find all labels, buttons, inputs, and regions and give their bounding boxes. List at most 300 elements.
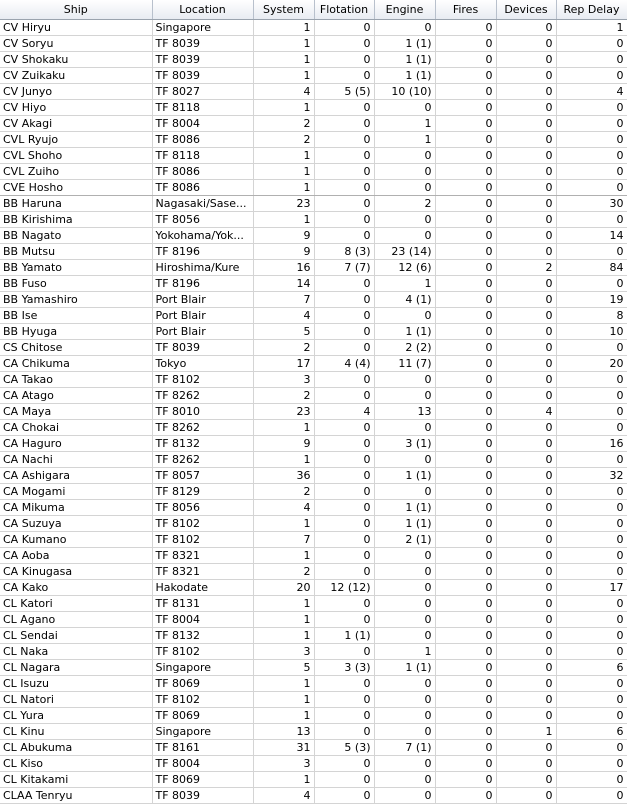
- table-row[interactable]: [0, 724, 627, 740]
- cell-fires[interactable]: 0: [435, 372, 496, 388]
- table-row[interactable]: [0, 212, 627, 228]
- cell-devices[interactable]: 0: [496, 228, 556, 244]
- cell-rep-delay[interactable]: 84: [556, 260, 627, 276]
- column-header-engine[interactable]: Engine: [374, 0, 435, 20]
- cell-devices[interactable]: 0: [496, 484, 556, 500]
- cell-fires[interactable]: 0: [435, 484, 496, 500]
- table-row[interactable]: [0, 308, 627, 324]
- cell-fires[interactable]: 0: [435, 324, 496, 340]
- cell-fires[interactable]: 0: [435, 692, 496, 708]
- cell-flotation[interactable]: 1 (1): [314, 628, 374, 644]
- cell-system[interactable]: 1: [253, 20, 314, 36]
- cell-flotation[interactable]: 7 (7): [314, 260, 374, 276]
- cell-devices[interactable]: 4: [496, 404, 556, 420]
- table-row[interactable]: [0, 68, 627, 84]
- cell-engine[interactable]: 0: [374, 708, 435, 724]
- cell-ship[interactable]: CL Abukuma: [0, 740, 152, 756]
- cell-devices[interactable]: 0: [496, 660, 556, 676]
- cell-fires[interactable]: 0: [435, 180, 496, 196]
- cell-system[interactable]: 2: [253, 388, 314, 404]
- cell-devices[interactable]: 0: [496, 500, 556, 516]
- cell-flotation[interactable]: 0: [314, 372, 374, 388]
- cell-fires[interactable]: 0: [435, 68, 496, 84]
- cell-fires[interactable]: 0: [435, 596, 496, 612]
- cell-flotation[interactable]: 0: [314, 308, 374, 324]
- cell-flotation[interactable]: 0: [314, 180, 374, 196]
- cell-ship[interactable]: CL Natori: [0, 692, 152, 708]
- cell-fires[interactable]: 0: [435, 452, 496, 468]
- cell-system[interactable]: 2: [253, 132, 314, 148]
- cell-location[interactable]: TF 8086: [152, 164, 253, 180]
- cell-location[interactable]: TF 8086: [152, 132, 253, 148]
- table-row[interactable]: [0, 372, 627, 388]
- cell-devices[interactable]: 0: [496, 580, 556, 596]
- cell-flotation[interactable]: 0: [314, 708, 374, 724]
- cell-devices[interactable]: 0: [496, 308, 556, 324]
- table-row[interactable]: [0, 84, 627, 100]
- cell-flotation[interactable]: 0: [314, 724, 374, 740]
- cell-rep-delay[interactable]: 17: [556, 580, 627, 596]
- cell-engine[interactable]: 0: [374, 628, 435, 644]
- cell-devices[interactable]: 0: [496, 36, 556, 52]
- cell-engine[interactable]: 1: [374, 276, 435, 292]
- cell-ship[interactable]: CL Isuzu: [0, 676, 152, 692]
- cell-system[interactable]: 2: [253, 484, 314, 500]
- table-row[interactable]: [0, 180, 627, 196]
- cell-flotation[interactable]: 3 (3): [314, 660, 374, 676]
- table-row[interactable]: [0, 436, 627, 452]
- cell-devices[interactable]: 0: [496, 388, 556, 404]
- table-row[interactable]: [0, 228, 627, 244]
- cell-location[interactable]: Singapore: [152, 20, 253, 36]
- cell-fires[interactable]: 0: [435, 164, 496, 180]
- cell-engine[interactable]: 1: [374, 132, 435, 148]
- cell-engine[interactable]: 0: [374, 612, 435, 628]
- cell-rep-delay[interactable]: 0: [556, 532, 627, 548]
- table-row[interactable]: [0, 548, 627, 564]
- table-row[interactable]: [0, 772, 627, 788]
- cell-location[interactable]: TF 8057: [152, 468, 253, 484]
- cell-devices[interactable]: 0: [496, 180, 556, 196]
- cell-location[interactable]: TF 8039: [152, 788, 253, 804]
- cell-engine[interactable]: 0: [374, 388, 435, 404]
- cell-rep-delay[interactable]: 4: [556, 84, 627, 100]
- cell-fires[interactable]: 0: [435, 500, 496, 516]
- cell-rep-delay[interactable]: 0: [556, 564, 627, 580]
- cell-rep-delay[interactable]: 0: [556, 148, 627, 164]
- cell-ship[interactable]: CL Kiso: [0, 756, 152, 772]
- cell-ship[interactable]: CVL Shoho: [0, 148, 152, 164]
- table-row[interactable]: [0, 708, 627, 724]
- cell-system[interactable]: 1: [253, 100, 314, 116]
- cell-devices[interactable]: 0: [496, 596, 556, 612]
- cell-flotation[interactable]: 0: [314, 148, 374, 164]
- cell-devices[interactable]: 0: [496, 436, 556, 452]
- cell-flotation[interactable]: 0: [314, 228, 374, 244]
- cell-ship[interactable]: BB Fuso: [0, 276, 152, 292]
- cell-system[interactable]: 3: [253, 372, 314, 388]
- cell-engine[interactable]: 1 (1): [374, 68, 435, 84]
- cell-rep-delay[interactable]: 0: [556, 516, 627, 532]
- cell-fires[interactable]: 0: [435, 84, 496, 100]
- table-row[interactable]: [0, 196, 627, 212]
- cell-system[interactable]: 9: [253, 436, 314, 452]
- cell-fires[interactable]: 0: [435, 756, 496, 772]
- cell-engine[interactable]: 2: [374, 196, 435, 212]
- cell-rep-delay[interactable]: 0: [556, 116, 627, 132]
- cell-engine[interactable]: 2 (2): [374, 340, 435, 356]
- cell-system[interactable]: 1: [253, 676, 314, 692]
- table-row[interactable]: [0, 564, 627, 580]
- cell-fires[interactable]: 0: [435, 244, 496, 260]
- cell-ship[interactable]: CL Sendai: [0, 628, 152, 644]
- cell-flotation[interactable]: 0: [314, 532, 374, 548]
- cell-devices[interactable]: 0: [496, 628, 556, 644]
- cell-fires[interactable]: 0: [435, 228, 496, 244]
- cell-ship[interactable]: CA Aoba: [0, 548, 152, 564]
- cell-fires[interactable]: 0: [435, 276, 496, 292]
- cell-fires[interactable]: 0: [435, 340, 496, 356]
- cell-flotation[interactable]: 0: [314, 484, 374, 500]
- column-header-devices[interactable]: Devices: [496, 0, 556, 20]
- cell-rep-delay[interactable]: 0: [556, 676, 627, 692]
- table-row[interactable]: [0, 52, 627, 68]
- cell-ship[interactable]: CA Takao: [0, 372, 152, 388]
- cell-rep-delay[interactable]: 30: [556, 196, 627, 212]
- cell-engine[interactable]: 0: [374, 724, 435, 740]
- cell-system[interactable]: 1: [253, 164, 314, 180]
- cell-engine[interactable]: 0: [374, 580, 435, 596]
- cell-location[interactable]: TF 8132: [152, 628, 253, 644]
- cell-rep-delay[interactable]: 0: [556, 52, 627, 68]
- table-row[interactable]: [0, 260, 627, 276]
- cell-flotation[interactable]: 0: [314, 68, 374, 84]
- cell-fires[interactable]: 0: [435, 468, 496, 484]
- cell-engine[interactable]: 0: [374, 164, 435, 180]
- cell-devices[interactable]: 0: [496, 612, 556, 628]
- cell-engine[interactable]: 0: [374, 420, 435, 436]
- cell-ship[interactable]: CL Nagara: [0, 660, 152, 676]
- cell-system[interactable]: 4: [253, 84, 314, 100]
- cell-ship[interactable]: CL Katori: [0, 596, 152, 612]
- cell-flotation[interactable]: 0: [314, 692, 374, 708]
- cell-flotation[interactable]: 0: [314, 676, 374, 692]
- cell-system[interactable]: 1: [253, 452, 314, 468]
- cell-ship[interactable]: CA Chokai: [0, 420, 152, 436]
- cell-system[interactable]: 1: [253, 708, 314, 724]
- cell-system[interactable]: 1: [253, 420, 314, 436]
- cell-devices[interactable]: 0: [496, 356, 556, 372]
- cell-engine[interactable]: 0: [374, 692, 435, 708]
- table-row[interactable]: [0, 276, 627, 292]
- cell-location[interactable]: TF 8161: [152, 740, 253, 756]
- cell-rep-delay[interactable]: 0: [556, 372, 627, 388]
- table-row[interactable]: [0, 740, 627, 756]
- cell-flotation[interactable]: 0: [314, 100, 374, 116]
- cell-fires[interactable]: 0: [435, 644, 496, 660]
- table-row[interactable]: [0, 612, 627, 628]
- cell-system[interactable]: 1: [253, 772, 314, 788]
- table-row[interactable]: [0, 580, 627, 596]
- cell-engine[interactable]: 0: [374, 228, 435, 244]
- cell-system[interactable]: 4: [253, 500, 314, 516]
- cell-engine[interactable]: 1 (1): [374, 324, 435, 340]
- cell-devices[interactable]: 0: [496, 452, 556, 468]
- cell-flotation[interactable]: 4 (4): [314, 356, 374, 372]
- cell-flotation[interactable]: 0: [314, 324, 374, 340]
- cell-rep-delay[interactable]: 0: [556, 452, 627, 468]
- cell-location[interactable]: Singapore: [152, 660, 253, 676]
- cell-devices[interactable]: 0: [496, 52, 556, 68]
- cell-engine[interactable]: 1 (1): [374, 516, 435, 532]
- cell-ship[interactable]: CV Soryu: [0, 36, 152, 52]
- cell-rep-delay[interactable]: 0: [556, 756, 627, 772]
- cell-location[interactable]: Port Blair: [152, 292, 253, 308]
- cell-system[interactable]: 1: [253, 52, 314, 68]
- cell-ship[interactable]: BB Ise: [0, 308, 152, 324]
- cell-devices[interactable]: 0: [496, 164, 556, 180]
- cell-system[interactable]: 9: [253, 244, 314, 260]
- cell-location[interactable]: TF 8039: [152, 36, 253, 52]
- cell-system[interactable]: 1: [253, 612, 314, 628]
- cell-engine[interactable]: 7 (1): [374, 740, 435, 756]
- cell-fires[interactable]: 0: [435, 740, 496, 756]
- cell-system[interactable]: 4: [253, 788, 314, 804]
- cell-location[interactable]: TF 8132: [152, 436, 253, 452]
- cell-ship[interactable]: CA Nachi: [0, 452, 152, 468]
- cell-system[interactable]: 4: [253, 308, 314, 324]
- cell-ship[interactable]: CVL Ryujo: [0, 132, 152, 148]
- table-row[interactable]: [0, 516, 627, 532]
- cell-ship[interactable]: CL Agano: [0, 612, 152, 628]
- cell-system[interactable]: 7: [253, 532, 314, 548]
- column-header-flotation[interactable]: Flotation: [314, 0, 374, 20]
- cell-location[interactable]: TF 8102: [152, 644, 253, 660]
- cell-engine[interactable]: 13: [374, 404, 435, 420]
- cell-engine[interactable]: 0: [374, 596, 435, 612]
- cell-system[interactable]: 2: [253, 340, 314, 356]
- cell-flotation[interactable]: 0: [314, 276, 374, 292]
- cell-engine[interactable]: 0: [374, 484, 435, 500]
- cell-engine[interactable]: 1: [374, 116, 435, 132]
- table-row[interactable]: [0, 660, 627, 676]
- cell-location[interactable]: TF 8086: [152, 180, 253, 196]
- cell-location[interactable]: TF 8262: [152, 388, 253, 404]
- cell-system[interactable]: 5: [253, 324, 314, 340]
- table-row[interactable]: [0, 756, 627, 772]
- cell-ship[interactable]: CS Chitose: [0, 340, 152, 356]
- cell-rep-delay[interactable]: 0: [556, 548, 627, 564]
- cell-system[interactable]: 1: [253, 628, 314, 644]
- table-row[interactable]: [0, 340, 627, 356]
- cell-rep-delay[interactable]: 0: [556, 596, 627, 612]
- cell-flotation[interactable]: 0: [314, 212, 374, 228]
- cell-system[interactable]: 31: [253, 740, 314, 756]
- cell-flotation[interactable]: 0: [314, 132, 374, 148]
- cell-flotation[interactable]: 0: [314, 468, 374, 484]
- cell-devices[interactable]: 0: [496, 772, 556, 788]
- table-row[interactable]: [0, 644, 627, 660]
- cell-engine[interactable]: 0: [374, 372, 435, 388]
- cell-rep-delay[interactable]: 0: [556, 500, 627, 516]
- cell-rep-delay[interactable]: 0: [556, 708, 627, 724]
- cell-flotation[interactable]: 0: [314, 596, 374, 612]
- cell-location[interactable]: TF 8131: [152, 596, 253, 612]
- cell-rep-delay[interactable]: 0: [556, 772, 627, 788]
- cell-fires[interactable]: 0: [435, 564, 496, 580]
- cell-location[interactable]: TF 8010: [152, 404, 253, 420]
- cell-ship[interactable]: BB Mutsu: [0, 244, 152, 260]
- cell-engine[interactable]: 1 (1): [374, 36, 435, 52]
- cell-fires[interactable]: 0: [435, 196, 496, 212]
- cell-system[interactable]: 36: [253, 468, 314, 484]
- cell-engine[interactable]: 0: [374, 100, 435, 116]
- cell-system[interactable]: 16: [253, 260, 314, 276]
- cell-engine[interactable]: 1 (1): [374, 52, 435, 68]
- cell-location[interactable]: TF 8262: [152, 452, 253, 468]
- cell-flotation[interactable]: 12 (12): [314, 580, 374, 596]
- table-row[interactable]: [0, 788, 627, 804]
- cell-devices[interactable]: 0: [496, 20, 556, 36]
- cell-ship[interactable]: BB Kirishima: [0, 212, 152, 228]
- cell-fires[interactable]: 0: [435, 308, 496, 324]
- cell-flotation[interactable]: 0: [314, 772, 374, 788]
- cell-fires[interactable]: 0: [435, 436, 496, 452]
- cell-ship[interactable]: CVE Hosho: [0, 180, 152, 196]
- cell-engine[interactable]: 3 (1): [374, 436, 435, 452]
- cell-rep-delay[interactable]: 0: [556, 164, 627, 180]
- cell-engine[interactable]: 1: [374, 644, 435, 660]
- cell-fires[interactable]: 0: [435, 356, 496, 372]
- table-row[interactable]: [0, 500, 627, 516]
- cell-fires[interactable]: 0: [435, 772, 496, 788]
- cell-flotation[interactable]: 8 (3): [314, 244, 374, 260]
- cell-flotation[interactable]: 0: [314, 20, 374, 36]
- cell-location[interactable]: TF 8196: [152, 276, 253, 292]
- cell-devices[interactable]: 0: [496, 644, 556, 660]
- cell-engine[interactable]: 23 (14): [374, 244, 435, 260]
- cell-devices[interactable]: 1: [496, 724, 556, 740]
- column-header-rep-delay[interactable]: Rep Delay: [556, 0, 627, 20]
- cell-ship[interactable]: CA Kako: [0, 580, 152, 596]
- cell-location[interactable]: TF 8027: [152, 84, 253, 100]
- cell-location[interactable]: TF 8069: [152, 772, 253, 788]
- cell-ship[interactable]: CA Mogami: [0, 484, 152, 500]
- cell-location[interactable]: TF 8262: [152, 420, 253, 436]
- cell-system[interactable]: 14: [253, 276, 314, 292]
- cell-ship[interactable]: CLAA Tenryu: [0, 788, 152, 804]
- cell-rep-delay[interactable]: 0: [556, 740, 627, 756]
- cell-fires[interactable]: 0: [435, 708, 496, 724]
- cell-ship[interactable]: CV Zuikaku: [0, 68, 152, 84]
- cell-engine[interactable]: 4 (1): [374, 292, 435, 308]
- cell-flotation[interactable]: 5 (5): [314, 84, 374, 100]
- cell-devices[interactable]: 0: [496, 420, 556, 436]
- cell-location[interactable]: TF 8118: [152, 100, 253, 116]
- cell-rep-delay[interactable]: 0: [556, 388, 627, 404]
- cell-flotation[interactable]: 5 (3): [314, 740, 374, 756]
- cell-fires[interactable]: 0: [435, 580, 496, 596]
- cell-location[interactable]: TF 8321: [152, 548, 253, 564]
- cell-location[interactable]: TF 8102: [152, 692, 253, 708]
- cell-location[interactable]: TF 8056: [152, 212, 253, 228]
- cell-system[interactable]: 3: [253, 756, 314, 772]
- cell-devices[interactable]: 0: [496, 148, 556, 164]
- cell-ship[interactable]: CV Akagi: [0, 116, 152, 132]
- cell-location[interactable]: Nagasaki/Sase...: [152, 196, 253, 212]
- cell-fires[interactable]: 0: [435, 292, 496, 308]
- cell-engine[interactable]: 0: [374, 788, 435, 804]
- cell-location[interactable]: TF 8039: [152, 52, 253, 68]
- cell-ship[interactable]: CV Hiyo: [0, 100, 152, 116]
- cell-rep-delay[interactable]: 0: [556, 132, 627, 148]
- cell-system[interactable]: 13: [253, 724, 314, 740]
- table-row[interactable]: [0, 116, 627, 132]
- cell-flotation[interactable]: 0: [314, 164, 374, 180]
- cell-rep-delay[interactable]: 0: [556, 644, 627, 660]
- cell-rep-delay[interactable]: 8: [556, 308, 627, 324]
- cell-location[interactable]: TF 8004: [152, 756, 253, 772]
- cell-location[interactable]: Port Blair: [152, 324, 253, 340]
- cell-system[interactable]: 1: [253, 212, 314, 228]
- cell-engine[interactable]: 0: [374, 308, 435, 324]
- cell-flotation[interactable]: 0: [314, 644, 374, 660]
- cell-devices[interactable]: 0: [496, 116, 556, 132]
- cell-rep-delay[interactable]: 0: [556, 36, 627, 52]
- cell-rep-delay[interactable]: 6: [556, 660, 627, 676]
- cell-location[interactable]: TF 8056: [152, 500, 253, 516]
- cell-devices[interactable]: 0: [496, 292, 556, 308]
- column-header-system[interactable]: System: [253, 0, 314, 20]
- cell-rep-delay[interactable]: 0: [556, 100, 627, 116]
- cell-rep-delay[interactable]: 14: [556, 228, 627, 244]
- table-row[interactable]: [0, 20, 627, 36]
- cell-fires[interactable]: 0: [435, 148, 496, 164]
- cell-system[interactable]: 23: [253, 404, 314, 420]
- table-row[interactable]: [0, 164, 627, 180]
- cell-ship[interactable]: CL Kitakami: [0, 772, 152, 788]
- cell-engine[interactable]: 1 (1): [374, 660, 435, 676]
- table-row[interactable]: [0, 628, 627, 644]
- cell-devices[interactable]: 0: [496, 84, 556, 100]
- cell-flotation[interactable]: 0: [314, 516, 374, 532]
- cell-rep-delay[interactable]: 0: [556, 180, 627, 196]
- cell-ship[interactable]: BB Haruna: [0, 196, 152, 212]
- cell-system[interactable]: 23: [253, 196, 314, 212]
- cell-location[interactable]: TF 8039: [152, 340, 253, 356]
- cell-location[interactable]: TF 8004: [152, 612, 253, 628]
- cell-devices[interactable]: 0: [496, 132, 556, 148]
- cell-engine[interactable]: 11 (7): [374, 356, 435, 372]
- cell-engine[interactable]: 0: [374, 452, 435, 468]
- cell-fires[interactable]: 0: [435, 404, 496, 420]
- cell-ship[interactable]: CV Shokaku: [0, 52, 152, 68]
- cell-rep-delay[interactable]: 0: [556, 68, 627, 84]
- cell-fires[interactable]: 0: [435, 724, 496, 740]
- cell-system[interactable]: 1: [253, 36, 314, 52]
- cell-fires[interactable]: 0: [435, 516, 496, 532]
- cell-system[interactable]: 5: [253, 660, 314, 676]
- cell-fires[interactable]: 0: [435, 532, 496, 548]
- cell-fires[interactable]: 0: [435, 612, 496, 628]
- cell-location[interactable]: TF 8118: [152, 148, 253, 164]
- cell-engine[interactable]: 2 (1): [374, 532, 435, 548]
- cell-devices[interactable]: 0: [496, 548, 556, 564]
- cell-rep-delay[interactable]: 0: [556, 692, 627, 708]
- cell-system[interactable]: 2: [253, 116, 314, 132]
- cell-ship[interactable]: CA Haguro: [0, 436, 152, 452]
- cell-engine[interactable]: 1 (1): [374, 500, 435, 516]
